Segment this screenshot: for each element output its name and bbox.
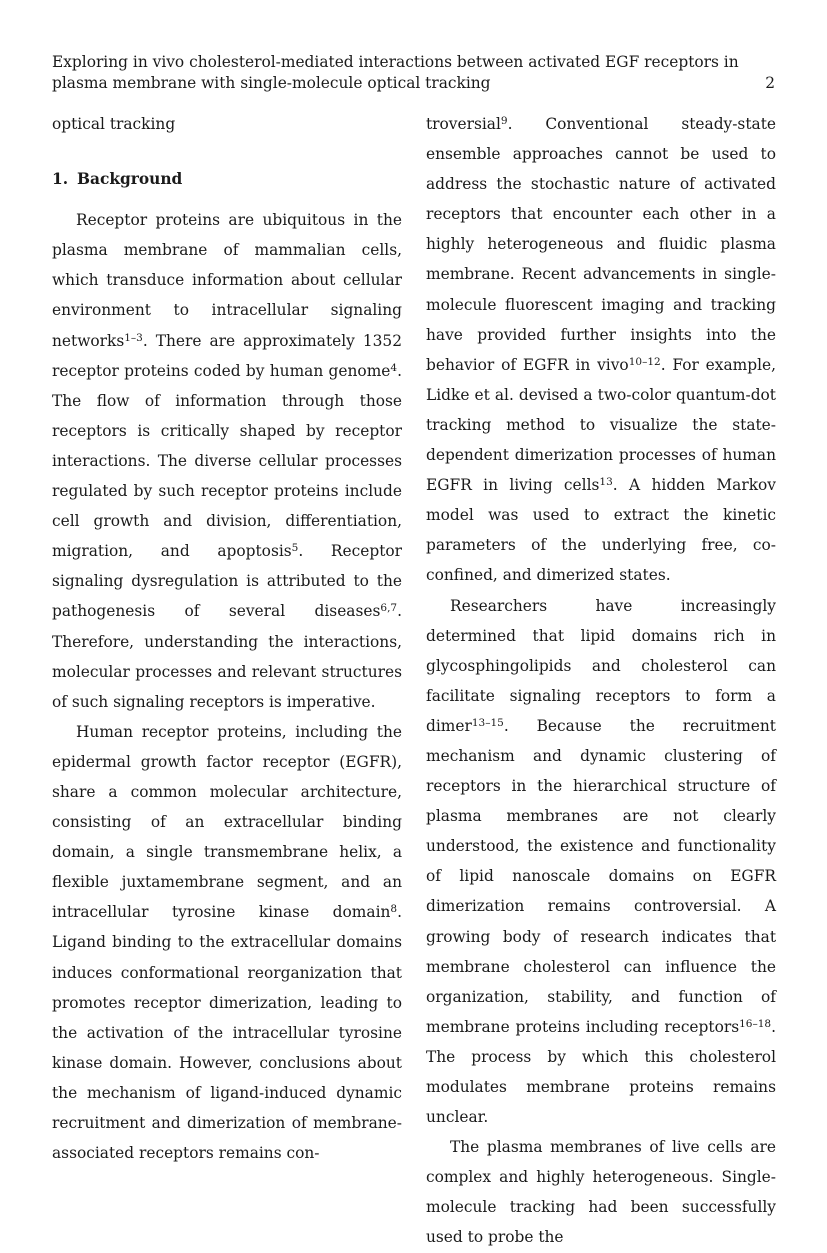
text-run: Receptor proteins are ubiquitous in the plasma membrane of mammalian cells, which transduce information about cellular environment to intracellular signaling networks xyxy=(52,211,402,350)
section-number: 1. xyxy=(52,170,69,189)
text-run: . The process by which this cholesterol modulates membrane proteins remains unclear. xyxy=(426,1017,776,1127)
text-run: . Ligand binding to the extracellular domains induces conformational reorganization that promotes receptor dimerization, leading to the activation of the intracellular tyrosine kinase domain. However, conclusions about the mechanism of ligand-induced dynamic recruitment and dimerization of membrane-associated receptors remains con- xyxy=(52,903,402,1163)
text-run: . There are approximately 1352 receptor proteins coded by human genome xyxy=(52,331,402,380)
citation-sup: 10–12 xyxy=(628,355,661,368)
citation-sup: 1–3 xyxy=(124,331,143,344)
section-heading xyxy=(52,164,402,194)
paragraph-human-receptor xyxy=(52,717,402,1168)
running-header xyxy=(52,52,775,93)
citation-sup: 13–15 xyxy=(471,716,504,729)
text-run: . Conventional steady-state ensemble approaches cannot be used to address the stochastic nature of activated receptors that encounter each other in a highly heterogeneous and fluidic plasma membrane. Recent advancements in single-molecule fluorescent imaging and tracking have provided further insights into the behavior of EGFR in vivo xyxy=(426,115,776,374)
text-run: . Receptor signaling dysregulation is attributed to the pathogenesis of several diseases xyxy=(52,542,402,621)
paragraph-lipid-domains xyxy=(426,591,776,1133)
text-run: Researchers have increasingly determined that lipid domains rich in glycosphingolipids and cholesterol can facilitate signaling receptors to form a dimer xyxy=(426,596,776,735)
running-title: Exploring in vivo cholesterol-mediated interactions between activated EGF receptors in plasma membrane with single-molecule optical tracking xyxy=(52,53,739,92)
paragraph-plasma-membranes xyxy=(426,1132,776,1252)
paragraph-receptor-proteins xyxy=(52,205,402,717)
page-number: 2 xyxy=(765,73,775,92)
citation-sup: 5 xyxy=(291,542,299,555)
right-column xyxy=(426,109,776,1253)
text-run: . For example, Lidke et al. devised a two-color quantum-dot tracking method to visualize the state-dependent dimerization processes of human EGFR in living cells xyxy=(426,355,776,495)
text-run: troversial xyxy=(426,115,501,133)
paragraph-continuation xyxy=(426,109,776,591)
text-run: Human receptor proteins, including the epidermal growth factor receptor (EGFR), share a common molecular architecture, consisting of an extracellular binding domain, a single transmembrane helix, a flexible juxtamembrane segment, and an intracellular tyrosine kinase domain xyxy=(52,722,402,922)
text-run: . The flow of information through those receptors is critically shaped by receptor interactions. The diverse cellular processes regulated by such receptor proteins include cell growth and division, differentiation, migration, and apoptosis xyxy=(52,361,402,561)
citation-sup: 16–18 xyxy=(739,1017,772,1030)
text-run: The plasma membranes of live cells are complex and highly heterogeneous. Single-molecule tracking had been successfully used to probe the xyxy=(426,1138,776,1247)
citation-sup: 4 xyxy=(390,361,398,374)
left-column xyxy=(52,109,402,1168)
text-run: . Because the recruitment mechanism and dynamic clustering of receptors in the hierarchical structure of plasma membranes are not clearly understood, the existence and functionality of lipid nanoscale domains on EGFR dimerization remains controversial. A growing body of research indicates that membrane cholesterol can influence the organization, stability, and function of membrane proteins including receptors xyxy=(426,716,776,1036)
citation-sup: 9 xyxy=(500,115,508,127)
carryover-text: optical tracking xyxy=(52,115,176,133)
citation-sup: 6,7 xyxy=(380,602,398,615)
citation-sup: 13 xyxy=(599,476,613,489)
citation-sup: 8 xyxy=(390,903,398,916)
text-run: . Therefore, understanding the interactions, molecular processes and relevant structures of such signaling receptors is imperative. xyxy=(52,602,402,711)
text-run: . A hidden Markov model was used to extract the kinetic parameters of the underlying free, co-confined, and dimerized states. xyxy=(426,476,776,585)
section-title: Background xyxy=(77,170,183,189)
